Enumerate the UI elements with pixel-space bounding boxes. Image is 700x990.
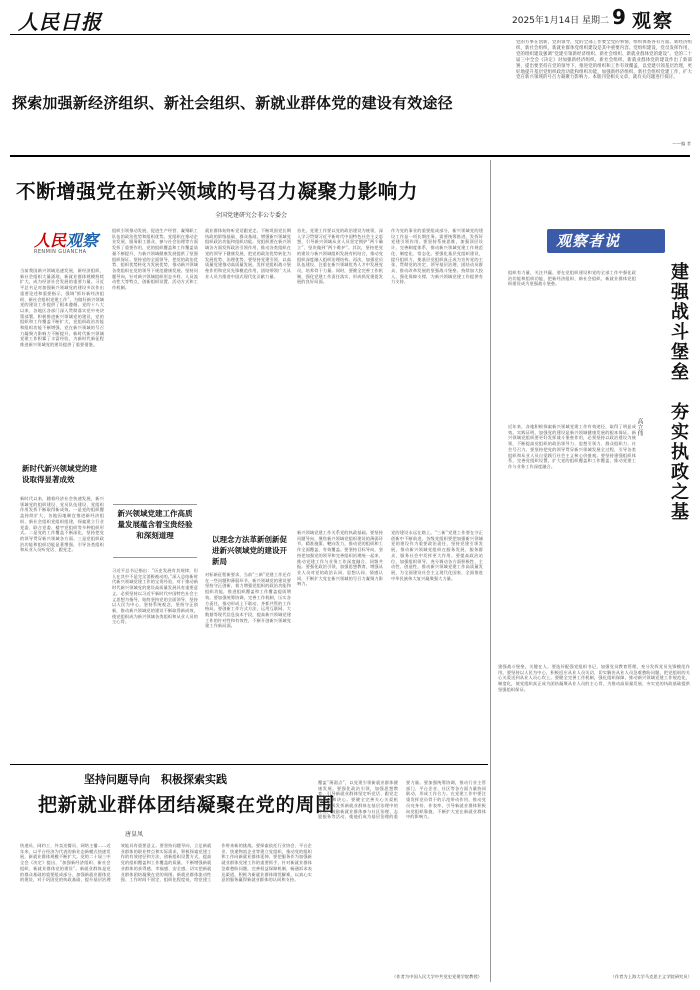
article2-title: 把新就业群体团结凝聚在党的周围 <box>38 794 336 816</box>
article1-col3b-text: 对标新征程新要求，当前“三新”党建工作还存在一些问题和薄弱环节。新兴领域党的建设要坚持守正创新，着力增强党组织的政治功能和组织功能，推进组织覆盖和工作覆盖提质增效。要加强统筹协调，完善工作机制，压实各方责任，推动形成上下联动、齐抓共管的工作格局。要创新工作方式方法，运用互联网、大数据等现代信息技术手段，提高新兴领域党建工作的针对性和有效性，不断开创新兴领域党建工作新局面。 <box>205 572 291 629</box>
article1-col2-text: 组织引领推动发展，促进生产经营、凝聚职工队伍的政治优势和组织优势。党组织在推动企业发展、服务职工群众、参与社会治理等方面发挥了重要作用，党的组织覆盖和工作覆盖质量不断提升，为新兴领域健康发展提供了坚强组织保证。坚持党的全面领导，把党的政治优势、组织优势转化为发展优势，推动新兴领域各类组织在党的领导下规范健康发展。坚持问题导向，针对新兴领域组织形态多样、人员流动性大等特点，创新组织设置、活动方式和工作机制。 <box>112 228 198 291</box>
article1-col4b-text: 新兴领域党建工作关系党的执政基础。要坚持问题导向，聚焦新兴领域党组织建设的薄弱环节，精准施策、靶向发力，推动党的组织和工作全面覆盖、有效覆盖。要坚持目标导向，坚持把加强党的领导和完善组织治理统一起来，推动党建工作与业务工作深度融合、同频共振。要强化政治引领，加强思想教育，增强从业人员对党的政治认同、思想认同、情感认同，不断扩大党在新兴领域的号召力凝聚力影响力。 <box>297 530 383 587</box>
column-author: 高立伟 <box>636 418 643 436</box>
article2-author-note: （作者为中国人民大学中共党史党建学院教授） <box>392 974 483 979</box>
article1-col5-text: 作为党的事业的重要组成部分，新兴领域党的建设工作是一项长期任务。需要统筹推进，发挥好党建引领作用。要坚持系统思维，加强顶层设计，完善制度体系，推动新兴领域党建工作规范化、制度化、常态化。要强化基层党组织建设，提升组织力，使基层党组织真正成为宣传党的主张、贯彻党的决定、领导基层治理、团结动员群众、推动改革发展的坚强战斗堡垒。持续加大投入，强化保障支撑，为新兴领域党建工作提供有力支持。 <box>391 228 483 285</box>
section-name: 观察 <box>632 10 675 32</box>
column-body-b-text: 建强战斗堡垒，关键在人。要选好配强党组织书记，加强党员教育管理，充分发挥党员先锋模范作用。要坚持以人民为中心，积极回应从业人员关切，切实解决从业人员急难愁盼问题，把党组织的关心关爱送到从业人员心坎上。要健全完善工作机制，强化组织保障，推动新兴领域党建工作规范化、制度化，使党组织真正成为团结凝聚从业人员的主心骨，为推动高质量发展、夯实党的执政基础提供坚强组织保证。 <box>498 664 690 692</box>
column-body-text: 近年来，各地积极探索新兴领域党建工作有效途径，取得了明显成效。实践证明，加强党的建设是新兴领域健康发展的根本保证。新兴领域党组织要更好发挥战斗堡垒作用，必须坚持以政治建设为统领，不断提高党组织的政治领导力、思想引领力、群众组织力、社会号召力。要坚持把党的领导贯穿新兴领域发展全过程，引导各类组织和从业人员自觉践行社会主义核心价值观。要坚持建强组织体系，完善党组织设置，扩大党的组织覆盖和工作覆盖，推动党建工作与业务工作深度融合。 <box>508 424 636 469</box>
banner-rule <box>10 155 690 157</box>
page-number: 9 <box>612 5 626 29</box>
column-title: 建强战斗堡垒 夯实执政之基 <box>668 262 689 522</box>
article2-body-text: 快递员、网约工、外卖送餐员、网络主播……近年来，以平台经济为代表的新业态新模式快速发展，新就业群体规模不断扩大。党的二十届三中全会《决定》提出，“加强新经济组织、新社会组织、新就业群体党的建设”。新就业群体是党的群众基础的重要组成部分，加强新就业群体党的建设，对于巩固党的执政基础、提升基层治理效能具有重要意义。要坚持问题导向，立足新就业群体的职业特点和实际需求，积极探索党建工作的有效途径和方法，创新组织设置方式，提高党的组织覆盖和工作覆盖的质量，不断增强新就业群体的获得感、幸福感、安全感，切实把新就业群体团结凝聚在党的周围。新就业群体流动性强、工作时间不固定、组织化程度低，给党建工作带来新的挑战。要探索依托行业协会、平台企业、快递物流企业等建立党组织，推动党的组织和工作向新就业群体延伸。要把服务作为加强新就业群体党建工作的重要抓手，针对新就业群体急难愁盼问题，完善权益保障机制，畅通诉求表达渠道，积极为新就业群体排忧解难，以真心实意的服务赢得新就业群体的认同和支持。 <box>20 843 312 883</box>
column-intro-text: 组织有力量，关注共赢。要在党组织建设和党的全部工作中强化政治功能和组织功能，把新经济组织、新社会组织、新就业群体党组织建设成为坚强战斗堡垒。 <box>508 270 636 287</box>
article1-col2b-text: 习近平总书记指出：“历史发展有其规律，但人在其中不是完全消极被动的。”深入总结新时代新兴领域党建工作的宝贵经验，对于推动新时代新兴领域党的建设高质量发展具有重要意义。必须坚持以习近平新时代中国特色社会主义思想为指导，始终坚持党的全面领导，坚持以人民为中心，坚持系统观念，坚持守正创新，推动新兴领域党的建设不断取得新成效，使党组织成为新兴领域各类组织和从业人员的主心骨。 <box>112 568 198 625</box>
article1-subhead-3: 以理念方法革新创新促进新兴领域党的建设开新局 <box>212 535 287 566</box>
renmin-guancha-logo <box>26 228 106 258</box>
article1-bottom-rule <box>10 764 488 765</box>
issue-date: 2025年1月14日 星期二 <box>512 16 609 26</box>
renmin-guancha-logo-sub: RENMIN GUANCHA <box>34 249 87 255</box>
column-divider <box>490 160 491 982</box>
article2-kicker: 坚持问题导向 积极探索实践 <box>84 773 227 786</box>
article1-subhead-2: 新兴领域党建工作高质量发展蕴含着宝贵经验和深刻道理 <box>117 509 193 540</box>
article1-subhead-1: 新时代新兴领域党的建设取得显著成效 <box>22 464 97 484</box>
article1-byline: 全国党建研究会非公专委会 <box>215 212 288 219</box>
article1-title: 不断增强党在新兴领域的号召力凝聚力影响力 <box>16 180 419 203</box>
newspaper-logo: 人民日报 <box>18 10 102 34</box>
article2-body-b-text: 覆盖“薄弱点”，以党建引领新就业群体健康发展。要强化政治引领，加强思想教育，引导新就业群体坚定听党话、跟党走的信心和决心。要健全完善关心关爱机制，积极发挥新就业群体在基层治理中的作用，鼓励新就业群体参与社区治理、志愿服务等活动，使他们成为基层治理的重要力量。要加强统筹协调，推动行业主管部门、平台企业、社区等各方面力量协同联动，形成工作合力。在党建工作中要注重发挥党员骨干的示范带动作用，推动党员亮身份、作表率，引导新就业群体积极向党组织靠拢，不断扩大党在新就业群体中的影响力。 <box>318 780 486 820</box>
renmin-guancha-logo-text: 人民观察 <box>34 231 99 250</box>
article2-byline: 唐皇凤 <box>125 831 144 838</box>
banner-title: 探索加强新经济组织、新社会组织、新就业群体党的建设有效途径 <box>12 94 453 112</box>
banner-intro-text: 党的方事在创新，党的领导，党的全部工作要全党的事情，组织体系各有方面。新经济组织，新社会组织，新就业群体党组织建设是其中重要内容。党组织建设，党员发挥作用，党的组织建设强调“党建引领新经济组织、新社会组织、新就业群体党的建设”。党的二十届三中全会《决定》对加强新经济组织、新社会组织、新就业群体党的建设作出了新部署，提出要坚持在党的领导下，推进党的组织和工作有效覆盖，以党建引领基层治理，更好地提升基层党组织政治功能和组织功能，加强新经济组织、新社会组织党建工作，扩大党在新兴领域的号召力凝聚力影响力。本版刊登相关文章，就有关问题进行探讨。 <box>516 40 692 81</box>
column-author-note: （作者为上海大学马克思主义学院研究员） <box>610 974 692 979</box>
article1-col3-text: 就业群体始终听党话跟党走。不断巩固党长期执政的阶级基础、群众基础，增强新兴领域党组织政治功能和组织功能。党组织要在新兴领域各方面发挥政治引领作用，推动各类组织在党的领导下健康发展，把党的政治优势转化为发展优势、治理优势。要坚持党建引领，以高质量党建推动高质量发展，发挥党组织战斗堡垒作用和党员先锋模范作用，团结带领广大从业人员为推进中国式现代化贡献力量。 <box>205 228 291 279</box>
article1-col4-text: 首先，党建工作要以党的政治建设为统领，深入学习贯彻习近平新时代中国特色社会主义思想，引导新兴领域从业人员坚定拥护“两个确立”、坚决做到“两个维护”。其次，坚持把党的建设与新兴领域组织发展有机结合，推动党组织深度融入组织治理结构。再次，加强党员队伍建设，注重在新兴领域优秀人才中发展党员，培养骨干力量。同时，要健全完善工作机制，强化党建工作责任落实，形成抓党建促发展的良好局面。 <box>297 228 383 285</box>
article1-col1b-text: 新时代以来，随着经济社会快速发展，新兴领域党的组织建设、党员队伍建设、党组织作用发挥不断取得新成效。一是党的组织覆盖持续扩大，各地因地制宜推进新经济组织、新社会组织党组织组建，探索建立行业党委、联合党委、楼宇党组织等多种组织形式。二是党的工作覆盖不断深化，坚持把党的领导贯穿新兴领域各方面。三是党组织政治功能和组织功能显著增强，引导各类组织和从业人员听党话、跟党走。 <box>20 496 104 553</box>
article1-col5b-text: 党的建设永远在路上。“三新”党建工作要在守正创新中不断前进。各级党组织要把加强新兴领域党的建设作为重要政治责任，坚持党建引领发展，推动新兴领域党组织在服务发展、服务群众、服务社会中发挥更大作用。要提高政治站位，加强组织领导，充分调动各方面积极性、主动性、创造性，推动新兴领域党建工作高质量发展，为全面建设社会主义现代化国家、全面推进中华民族伟大复兴凝聚强大力量。 <box>391 530 483 581</box>
masthead-rule <box>10 34 690 35</box>
column-label: 观察者说 <box>556 232 621 250</box>
banner-editor: ——编 者 <box>672 141 691 146</box>
article1-col1-text: 当前我国新兴领域迅速发展，新经济组织、新社会组织大量涌现，新就业群体规模持续扩大，成为经济社会发展的重要力量。习近平总书记对加强新兴领域党的建设多次作出重要论述和重要指示，强调“抓好新经济组织、新社会组织党建工作”，为做好新兴领域党的建设工作提供了根本遵循。党的十八大以来，各地区各部门深入贯彻落实党中央决策部署，积极推进新兴领域党的建设，党的组织和工作覆盖不断扩大，党组织政治功能和组织功能不断增强，党在新兴领域的号召力凝聚力影响力不断提升。新时代新兴领域党建工作积累了丰富经验，为新时代新征程推进新兴领域党的建设提供了重要借鉴。 <box>20 268 104 348</box>
